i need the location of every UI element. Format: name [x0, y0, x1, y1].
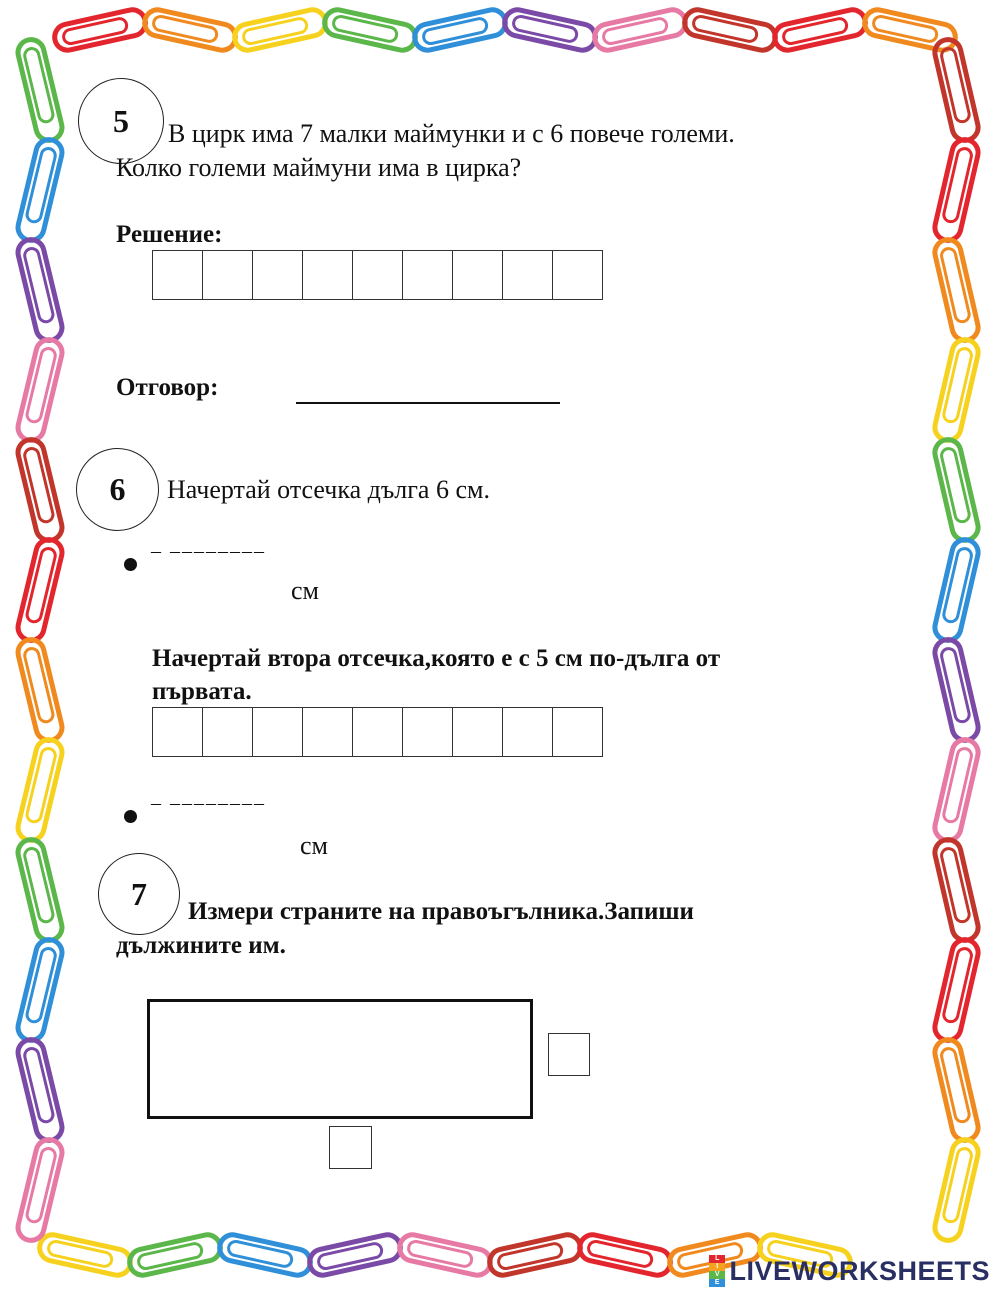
paperclip	[932, 437, 980, 543]
paperclip	[932, 737, 980, 843]
solution-box[interactable]	[303, 251, 353, 300]
liveworksheets-icon	[709, 1255, 725, 1287]
paperclip	[52, 7, 148, 52]
paperclip	[15, 837, 64, 943]
paperclip	[15, 437, 64, 543]
segment-unit-label: см	[300, 831, 328, 860]
paperclip	[397, 1232, 493, 1277]
solution-box[interactable]	[253, 251, 303, 300]
paperclip	[307, 1232, 403, 1277]
liveworksheets-logo	[709, 1255, 990, 1287]
segment-box[interactable]	[453, 708, 503, 757]
paperclip	[932, 837, 980, 943]
solution-box[interactable]	[153, 251, 203, 300]
paperclip	[15, 237, 64, 343]
brand-name: LIVEWORKSHEETS	[729, 1255, 990, 1286]
paperclip	[487, 1232, 583, 1277]
segment-box[interactable]	[303, 708, 353, 757]
solution-box[interactable]	[503, 251, 553, 300]
task-7-number: 7	[98, 853, 180, 935]
segment-box[interactable]	[403, 708, 453, 757]
paperclip	[932, 637, 980, 743]
task-5-question-line1: В цирк има 7 малки маймунки и с 6 повече големи.	[168, 119, 735, 148]
segment-box[interactable]	[553, 708, 603, 757]
solution-box[interactable]	[453, 251, 503, 300]
task-7-instruction-line1: Измери страните на правоъгълника.Запиши	[188, 898, 694, 925]
paperclip	[932, 237, 980, 343]
logo-letter-i: I	[709, 1263, 725, 1271]
logo-letter-l: L	[709, 1255, 725, 1263]
solution-input-boxes	[152, 250, 603, 300]
paperclip	[932, 1137, 980, 1243]
task-6-instruction: Начертай отсечка дълга 6 см.	[167, 475, 490, 504]
segment-box[interactable]	[253, 708, 303, 757]
paperclip	[577, 1232, 673, 1277]
paperclip	[932, 537, 980, 643]
paperclip	[932, 137, 980, 243]
paperclip	[127, 1232, 223, 1277]
segment-unit-label: см	[291, 576, 319, 605]
paperclip	[15, 537, 64, 643]
paperclip	[932, 937, 980, 1043]
paperclip	[772, 7, 868, 52]
paperclip	[932, 37, 980, 143]
segment-box[interactable]	[503, 708, 553, 757]
paperclip	[142, 7, 238, 52]
paperclip	[322, 7, 418, 52]
task-6-instruction2-line2: първата.	[152, 678, 252, 705]
second-segment-input-boxes	[152, 707, 603, 757]
paperclip	[15, 37, 64, 143]
task-7-instruction-line2: дължините им.	[116, 932, 286, 959]
paperclip	[37, 1232, 133, 1277]
paperclip	[502, 7, 598, 52]
paperclip	[217, 1232, 313, 1277]
paperclip	[15, 937, 64, 1043]
measure-rectangle	[147, 999, 533, 1119]
answer-label: Отговор:	[116, 374, 219, 401]
paperclip	[412, 7, 508, 52]
paperclip	[15, 1037, 64, 1143]
paperclip	[682, 7, 778, 52]
paperclip	[232, 7, 328, 52]
logo-letter-v: V	[709, 1271, 725, 1279]
task-5-question-line2: Колко големи маймуни има в цирка?	[116, 153, 522, 182]
paperclip	[932, 337, 980, 443]
segment-box[interactable]	[353, 708, 403, 757]
paperclip	[15, 137, 64, 243]
solution-box[interactable]	[553, 251, 603, 300]
solution-label: Решение:	[116, 221, 223, 248]
paperclip	[15, 337, 64, 443]
segment-dashes: – ––––––––	[151, 540, 266, 562]
bottom-length-input[interactable]	[329, 1126, 372, 1169]
solution-box[interactable]	[203, 251, 253, 300]
segment-start-dot	[124, 558, 137, 571]
logo-letter-e: E	[709, 1279, 725, 1287]
paperclip	[932, 1037, 980, 1143]
task-6-instruction2-line1: Начертай втора отсечка,която е с 5 см по-дълга от	[152, 645, 721, 672]
side-length-input[interactable]	[548, 1033, 590, 1076]
paperclip	[15, 737, 64, 843]
paperclip	[862, 7, 958, 52]
task-5-number: 5	[78, 78, 164, 164]
solution-box[interactable]	[403, 251, 453, 300]
segment-dashes: – ––––––––	[151, 792, 266, 814]
paperclip	[15, 637, 64, 743]
answer-input-line[interactable]	[296, 374, 560, 404]
segment-box[interactable]	[203, 708, 253, 757]
segment-start-dot	[124, 810, 137, 823]
paperclip	[15, 1137, 64, 1243]
task-6-number: 6	[76, 448, 159, 531]
solution-box[interactable]	[353, 251, 403, 300]
paperclip	[592, 7, 688, 52]
segment-box[interactable]	[153, 708, 203, 757]
